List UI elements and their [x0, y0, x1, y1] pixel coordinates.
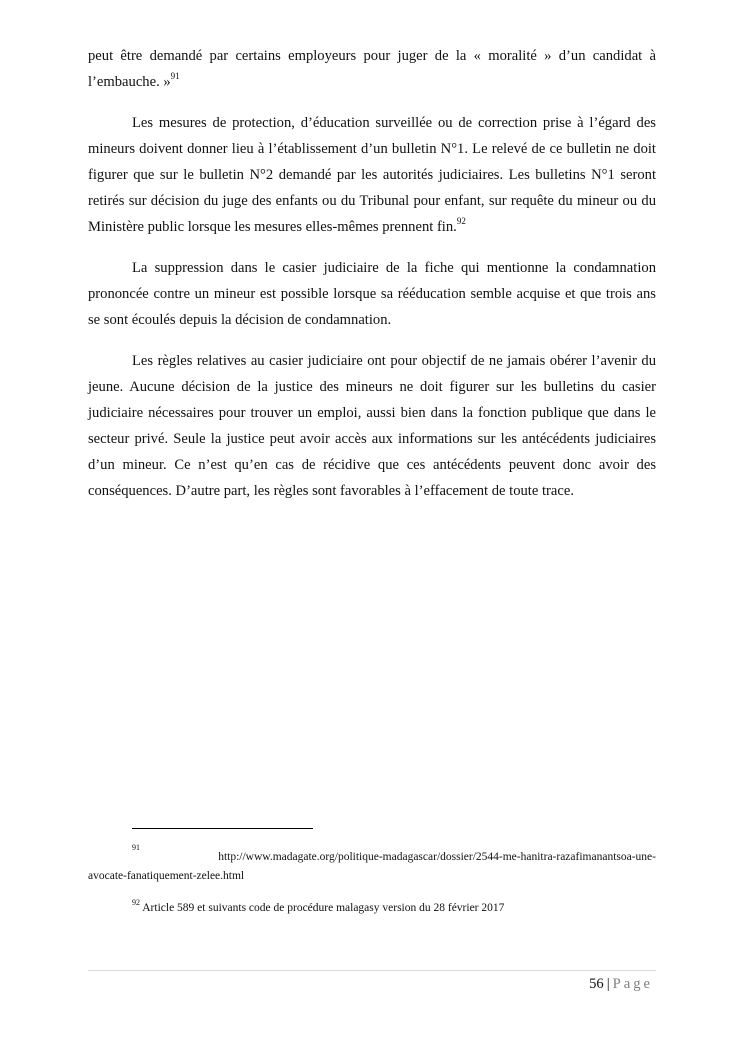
footnote-ref[interactable]: 92 — [456, 216, 466, 226]
footnote-text: Article 589 et suivants code de procédure malagasy version du 28 février 2017 — [142, 902, 505, 914]
paragraph-text: La suppression dans le casier judiciaire de la fiche qui mentionne la condamnation prononcée contre un mineur est possible lorsque sa rééducation semble acquise et que trois ans se sont écoulés depuis la décision de condamnation. — [88, 260, 656, 328]
footnotes — [88, 843, 656, 931]
page-number: 56 — [589, 976, 604, 992]
footnote-92 — [88, 899, 656, 918]
paragraph — [88, 110, 656, 240]
paragraph — [88, 348, 656, 504]
footer-divider — [88, 970, 656, 971]
body-text — [88, 43, 656, 519]
footnote-number: 92 — [132, 898, 140, 907]
paragraph-continuation — [88, 43, 656, 95]
footnote-link[interactable]: http://www.madagate.org/politique-madagascar/dossier/2544-me-hanitra-razafimanantsoa-une- — [218, 851, 656, 863]
footnote-separator — [132, 828, 313, 829]
paragraph-text: Les règles relatives au casier judiciaire ont pour objectif de ne jamais obérer l’avenir du jeune. Aucune décision de la justice des mineurs ne doit figurer sur les bulletins du casier judiciaire nécessaires pour trouver un emploi, aussi bien dans la fonction publique que dans le secteur privé. Seule la justice peut avoir accès aux informations sur les antécédents judiciaires d’un mineur. Ce n’est qu’en cas de récidive que ces antécédents peuvent donc avoir des conséquences. D’autre part, les règles sont favorables à l’effacement de toute trace. — [88, 353, 656, 499]
page-footer — [589, 973, 653, 995]
paragraph-text: peut être demandé par certains employeurs pour juger de la « moralité » d’un candidat à l’embauche. » — [88, 48, 656, 90]
footnote-line — [88, 843, 656, 867]
footnote-ref[interactable]: 91 — [170, 71, 180, 81]
footer-separator: | — [606, 976, 610, 992]
page-label: Page — [612, 976, 653, 992]
footnote-link-continuation[interactable]: avocate-fanatiquement-zelee.html — [88, 870, 245, 882]
paragraph-text: Les mesures de protection, d’éducation surveillée ou de correction prise à l’égard des mineurs doivent donner lieu à l’établissement d’un bulletin N°1. Le relevé de ce bulletin ne doit figurer que sur le bulletin N°2 demandé par les autorités judiciaires. Les bulletins N°1 seront retirés sur décision du juge des enfants ou du Tribunal pour enfant, sur requête du mineur ou du Ministère public lorsque les mesures elles-mêmes prennent fin. — [88, 115, 656, 235]
footnote-number: 91 — [132, 843, 140, 852]
footnote-91 — [88, 843, 656, 886]
paragraph — [88, 255, 656, 333]
